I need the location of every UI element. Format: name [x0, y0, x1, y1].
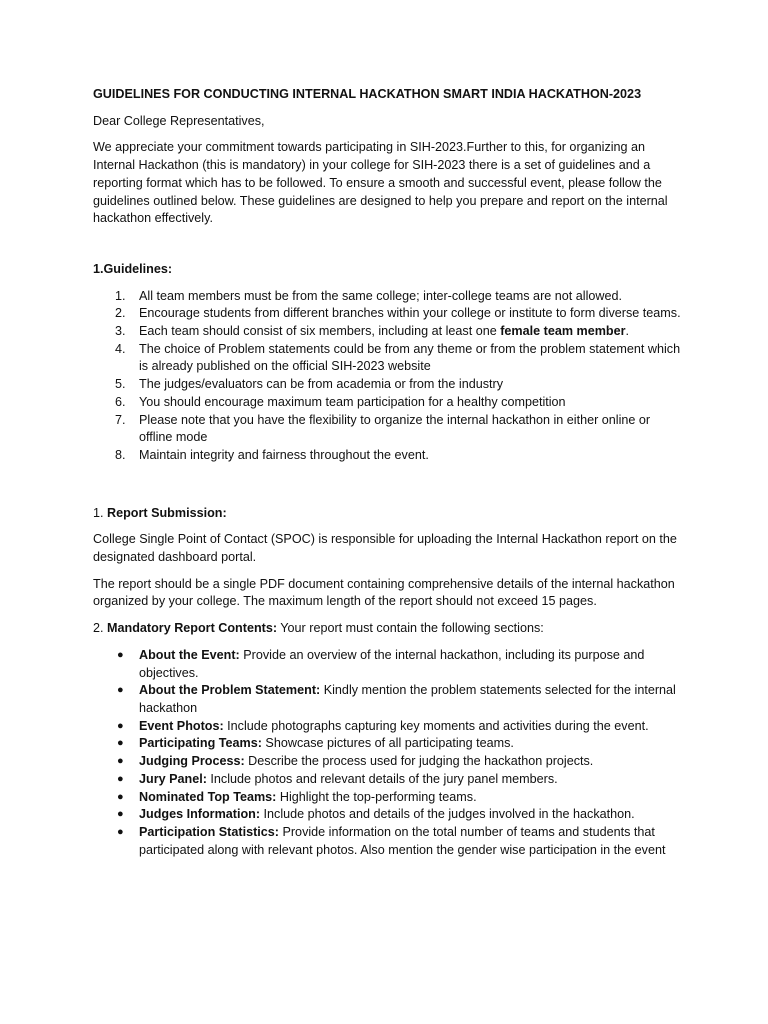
- salutation: Dear College Representatives,: [93, 113, 265, 128]
- item-label: About the Event:: [139, 647, 240, 662]
- report-paragraph-spoc: College Single Point of Contact (SPOC) is responsible for uploading the Internal Hackathon report on the designated dashboard portal.: [93, 532, 677, 565]
- guideline-emphasis: female team member: [500, 324, 626, 339]
- guideline-item: [93, 305, 683, 323]
- guideline-text: Maintain integrity and fairness throughout the event.: [139, 447, 429, 462]
- bullet-icon: ●: [117, 719, 124, 732]
- item-text: Provide an overview of the internal hackathon, including its purpose and objectives.: [139, 647, 645, 680]
- item-label: About the Problem Statement:: [139, 683, 321, 698]
- section-title: Mandatory Report Contents:: [107, 621, 278, 636]
- list-item: [93, 789, 683, 807]
- item-label: Event Photos:: [139, 718, 224, 733]
- list-item: [93, 682, 683, 717]
- guideline-item: [93, 288, 683, 306]
- guideline-item: [93, 412, 683, 447]
- item-label: Participating Teams:: [139, 736, 262, 751]
- list-item: [93, 718, 683, 736]
- section-number: 2.: [93, 621, 108, 636]
- bullet-icon: ●: [117, 825, 124, 838]
- item-label: Judges Information:: [139, 807, 261, 822]
- section-title: Report Submission:: [107, 505, 227, 520]
- item-text: Include photos and details of the judges involved in the hackathon.: [260, 807, 635, 822]
- item-text: Kindly mention the problem statements selected for the internal hackathon: [139, 683, 676, 715]
- guidelines-list: [93, 288, 683, 465]
- item-label: Participation Statistics:: [139, 824, 279, 839]
- item-text: Showcase pictures of all participating teams.: [261, 736, 514, 751]
- guideline-text-end: .: [625, 324, 630, 339]
- list-number: 2.: [115, 306, 126, 321]
- list-item: [93, 824, 683, 859]
- list-item: [93, 771, 683, 789]
- item-text: Include photos and relevant details of the jury panel members.: [206, 771, 558, 786]
- guideline-text: Please note that you have the flexibility to organize the internal hackathon in either online or offline mode: [139, 412, 651, 445]
- report-contents-list: [93, 647, 683, 859]
- list-number: 7.: [115, 412, 126, 427]
- list-number: 3.: [115, 324, 126, 339]
- item-label: Jury Panel:: [139, 771, 207, 786]
- guideline-text: The choice of Problem statements could be from any theme or from the problem statement which is already published on the official SIH-2023 website: [139, 341, 681, 374]
- guideline-item: [93, 376, 683, 394]
- section-number: 1.: [93, 505, 108, 520]
- bullet-icon: ●: [117, 684, 124, 697]
- list-number: 5.: [115, 377, 126, 392]
- item-text: Include photographs capturing key moments and activities during the event.: [223, 718, 649, 733]
- guideline-text: The judges/evaluators can be from academia or from the industry: [139, 377, 504, 392]
- list-item: [93, 806, 683, 824]
- list-number: 4.: [115, 341, 126, 356]
- list-item: [93, 753, 683, 771]
- list-number: 1.: [115, 288, 126, 303]
- list-number: 8.: [115, 447, 126, 462]
- bullet-icon: ●: [117, 790, 124, 803]
- item-label: Nominated Top Teams:: [139, 789, 277, 804]
- list-item: [93, 647, 683, 682]
- guideline-text: You should encourage maximum team participation for a healthy competition: [139, 394, 566, 409]
- section-intro: Your report must contain the following sections:: [277, 621, 544, 636]
- guidelines-heading: 1.Guidelines:: [93, 261, 173, 276]
- item-text: Describe the process used for judging the hackathon projects.: [244, 754, 594, 769]
- guideline-item: [93, 323, 683, 341]
- bullet-icon: ●: [117, 772, 124, 785]
- bullet-icon: ●: [117, 755, 124, 768]
- guideline-item: [93, 394, 683, 412]
- guideline-text: All team members must be from the same college; inter-college teams are not allowed.: [139, 288, 622, 303]
- intro-paragraph: We appreciate your commitment towards participating in SIH-2023.Further to this, for organizing an Internal Hackathon (this is mandatory) in your college for SIH-2023 there is a set of guidelines and a reporting format which has to be followed. To ensure a smooth and successful event, please follow the guidelines outlined below. These guidelines are designed to help you prepare and report on the internal hackathon effectively.: [93, 140, 668, 226]
- guideline-item: [93, 447, 683, 465]
- bullet-icon: ●: [117, 808, 124, 821]
- list-number: 6.: [115, 394, 126, 409]
- bullet-icon: ●: [117, 648, 124, 661]
- mandatory-contents-heading: [93, 620, 683, 638]
- item-label: Judging Process:: [139, 754, 245, 769]
- item-text: Highlight the top-performing teams.: [276, 789, 477, 804]
- guideline-item: [93, 341, 683, 376]
- document-page: [93, 86, 683, 868]
- guideline-text: Encourage students from different branches within your college or institute to form diverse teams.: [139, 306, 681, 321]
- guideline-text: Each team should consist of six members, including at least one: [139, 324, 501, 339]
- report-paragraph-format: The report should be a single PDF document containing comprehensive details of the internal hackathon organized by your college. The maximum length of the report should not exceed 15 pages.: [93, 576, 675, 609]
- item-text: Provide information on the total number of teams and students that participated along with relevant photos. Also mention the gender wise participation in the event: [139, 824, 666, 857]
- list-item: [93, 735, 683, 753]
- report-submission-heading: [93, 505, 683, 523]
- document-title: GUIDELINES FOR CONDUCTING INTERNAL HACKATHON SMART INDIA HACKATHON-2023: [93, 87, 642, 101]
- bullet-icon: ●: [117, 737, 124, 750]
